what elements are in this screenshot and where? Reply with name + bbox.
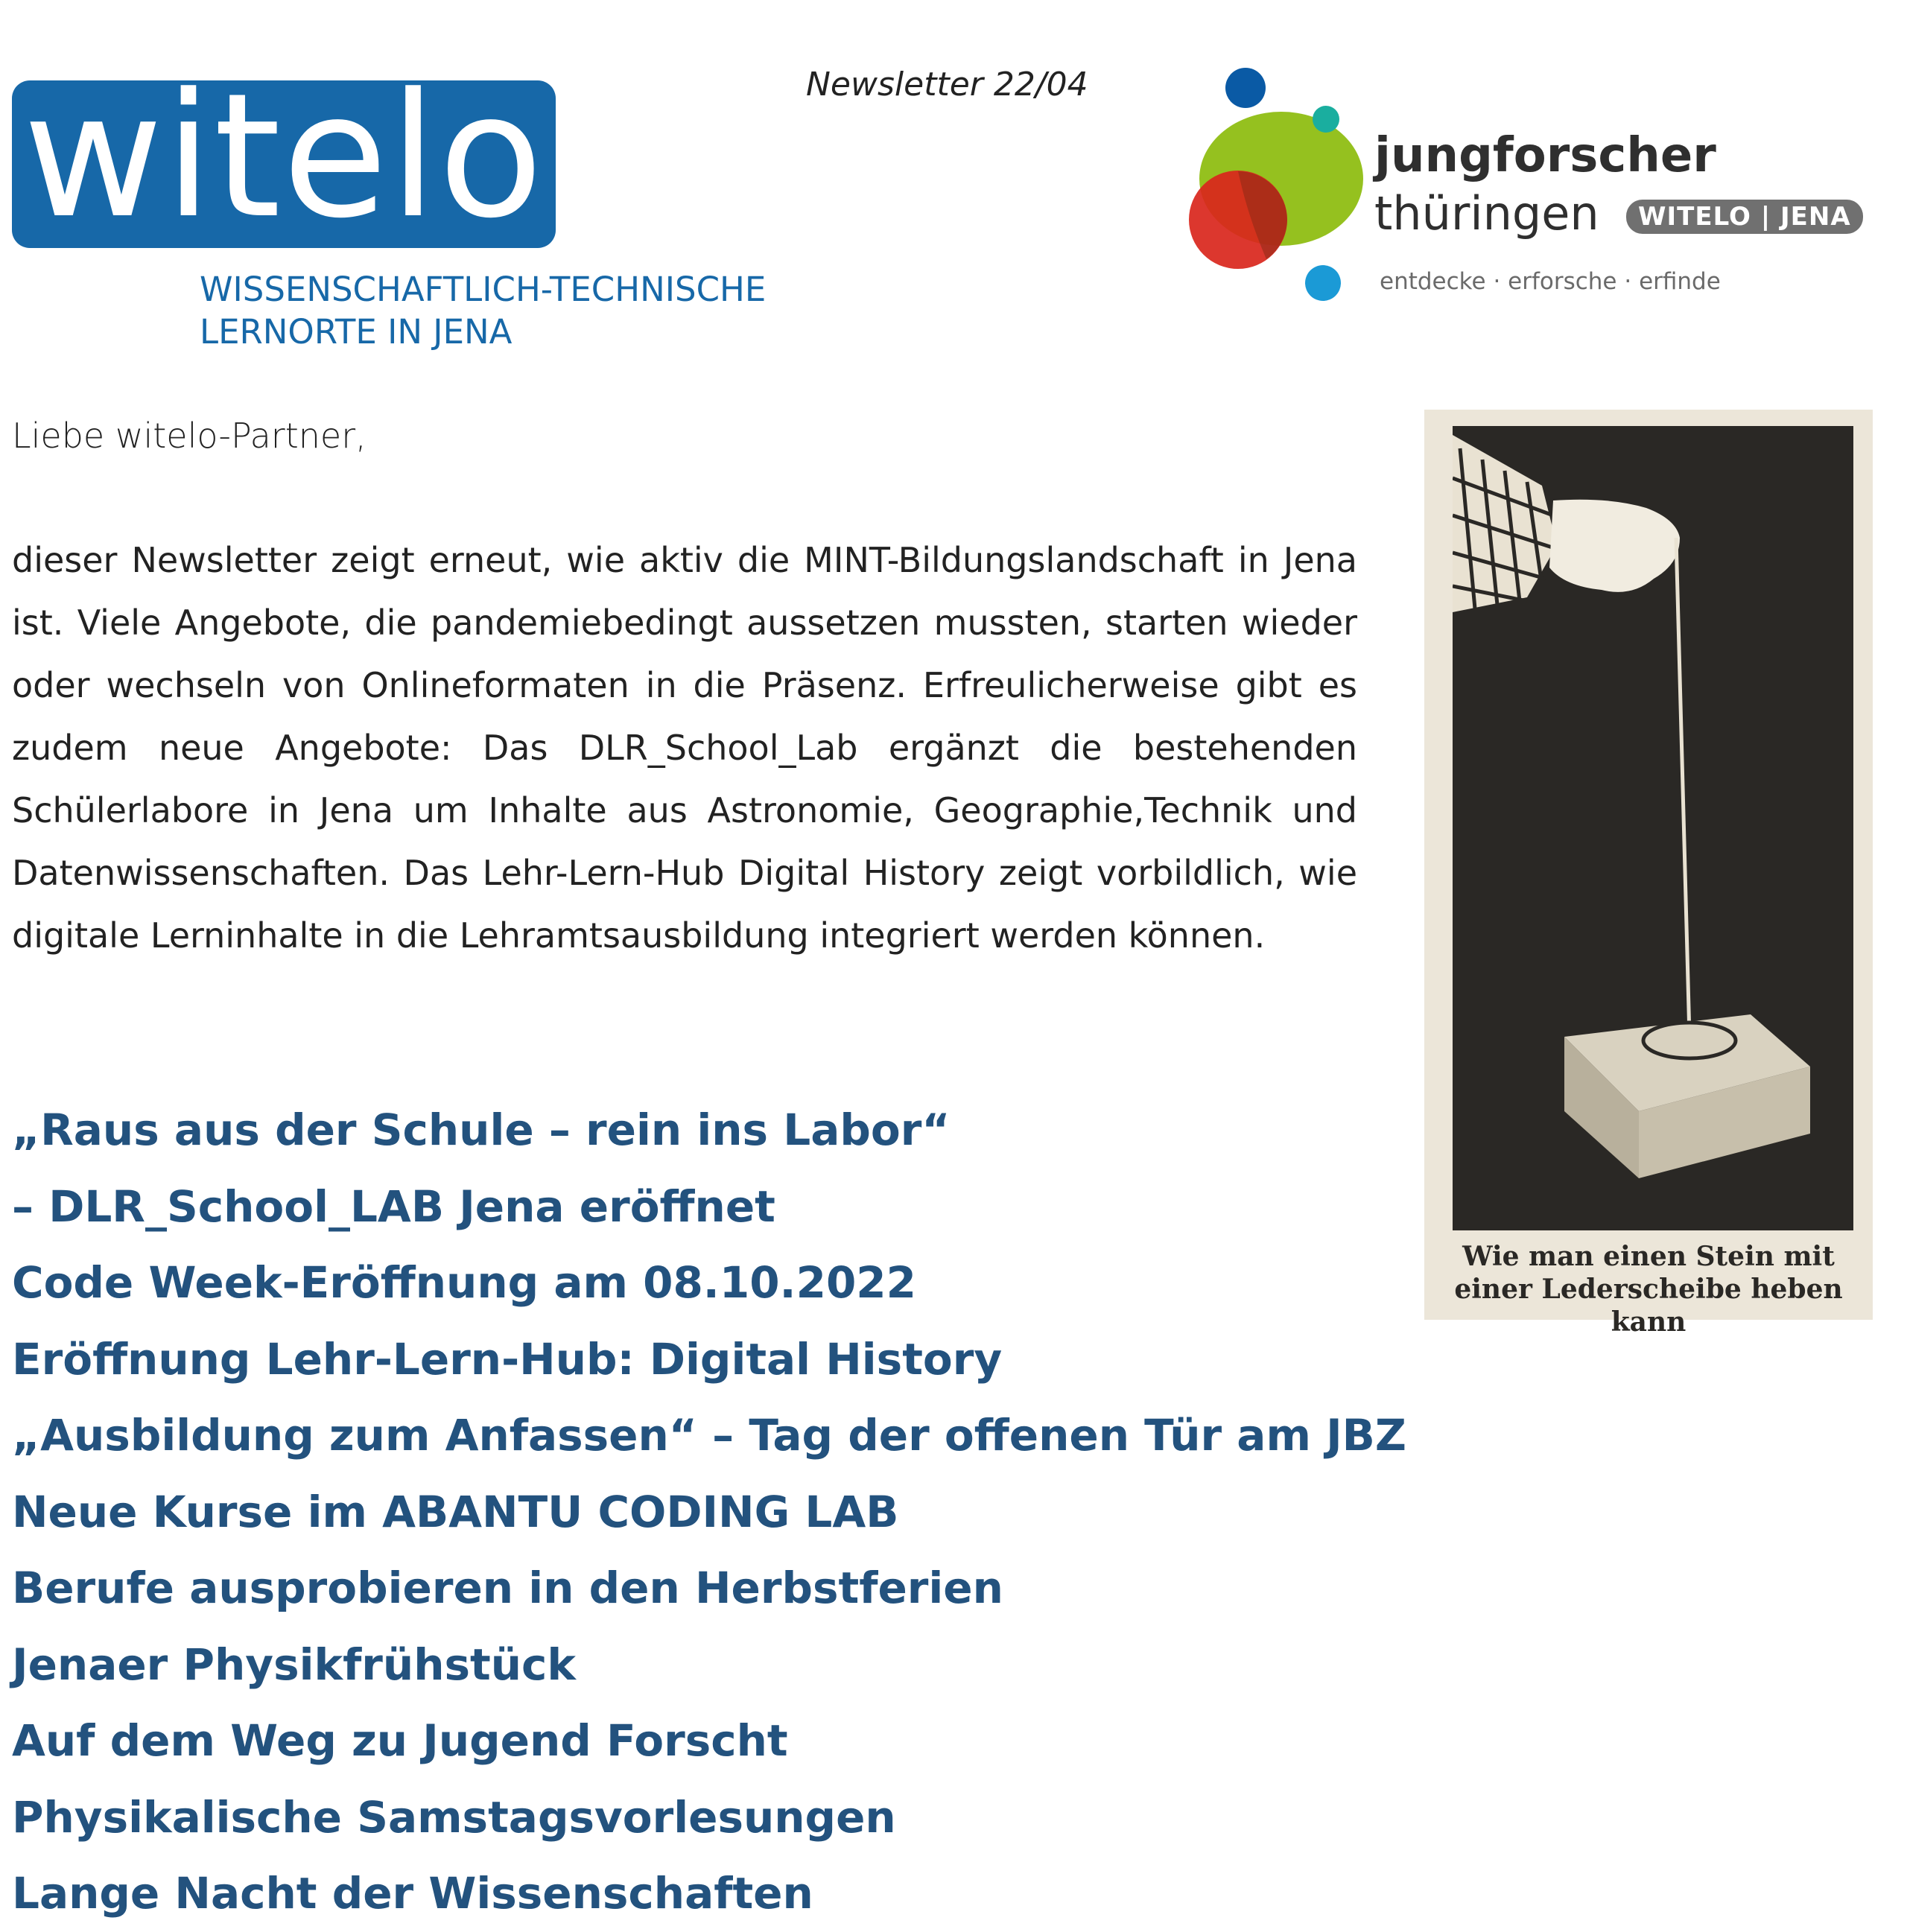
greeting: Liebe witelo-Partner,	[12, 416, 367, 456]
topic-item[interactable]: Lange Nacht der Wissenschaften	[12, 1868, 813, 1919]
illustration-caption-line2: einer Lederscheibe heben kann	[1454, 1274, 1843, 1338]
topic-list	[12, 1092, 1406, 1932]
witelo-subtitle-line2: LERNORTE IN JENA	[200, 312, 513, 352]
topic-item[interactable]: – DLR_School_LAB Jena eröffnet	[12, 1181, 775, 1232]
jungforscher-logo	[1177, 67, 1907, 313]
witelo-logo	[12, 57, 556, 256]
intro-paragraph: dieser Newsletter zeigt erneut, wie aktiv die MINT-Bildungslandschaft in Jena ist. Viele Angebote, die pandemiebedingt aussetzen mussten, starten wieder oder wechseln von Onlineformaten in die Präsenz. Erfreulicherweise gibt es zudem neue Angebote: Das DLR_School_Lab ergänzt die bestehenden Schülerlabore in Jena um Inhalte aus Astronomie, Geographie,Technik und Datenwissenschaften. Das Lehr-Lern-Hub Digital History zeigt vorbildlich, wie digitale Lerninhalte in die Lehramtsausbildung integriert werden können.	[12, 540, 1357, 956]
topic-item[interactable]: „Raus aus der Schule – rein ins Labor“	[12, 1105, 951, 1155]
illustration-caption	[1439, 1240, 1858, 1338]
topic-item[interactable]: Neue Kurse im ABANTU CODING LAB	[12, 1486, 899, 1537]
witelo-logo-text: witelo	[22, 57, 545, 256]
witelo-jena-badge: WITELO | JENA	[1626, 200, 1863, 234]
thueringen-word: thüringen	[1374, 186, 1599, 241]
topic-item[interactable]: Physikalische Samstagsvorlesungen	[12, 1791, 896, 1843]
witelo-subtitle-line1: WISSENSCHAFTLICH-TECHNISCHE	[200, 270, 767, 309]
topic-item[interactable]: Auf dem Weg zu Jugend Forscht	[12, 1715, 788, 1766]
topic-item[interactable]: Code Week-Eröffnung am 08.10.2022	[12, 1257, 917, 1308]
topic-item[interactable]: Eröffnung Lehr-Lern-Hub: Digital History	[12, 1333, 1003, 1385]
illustration-caption-line1: Wie man einen Stein mit	[1462, 1241, 1835, 1272]
stone-lifting-illustration	[1424, 410, 1873, 1338]
jungforscher-dots-icon	[1177, 67, 1371, 313]
topic-item[interactable]: „Ausbildung zum Anfassen“ – Tag der offenen Tür am JBZ	[12, 1410, 1406, 1461]
jungforscher-word: jungforscher	[1374, 128, 1716, 183]
hand-lifting-stone-icon	[1453, 426, 1853, 1230]
illustration-picture	[1453, 426, 1853, 1230]
topic-item[interactable]: Jenaer Physikfrühstück	[12, 1639, 576, 1690]
newsletter-number: Newsletter 22/04	[806, 66, 1088, 104]
topic-item[interactable]: Berufe ausprobieren in den Herbstferien	[12, 1563, 1003, 1613]
jungforscher-tagline: entdecke · erforsche · erfinde	[1380, 268, 1721, 295]
witelo-subtitle	[200, 268, 766, 353]
